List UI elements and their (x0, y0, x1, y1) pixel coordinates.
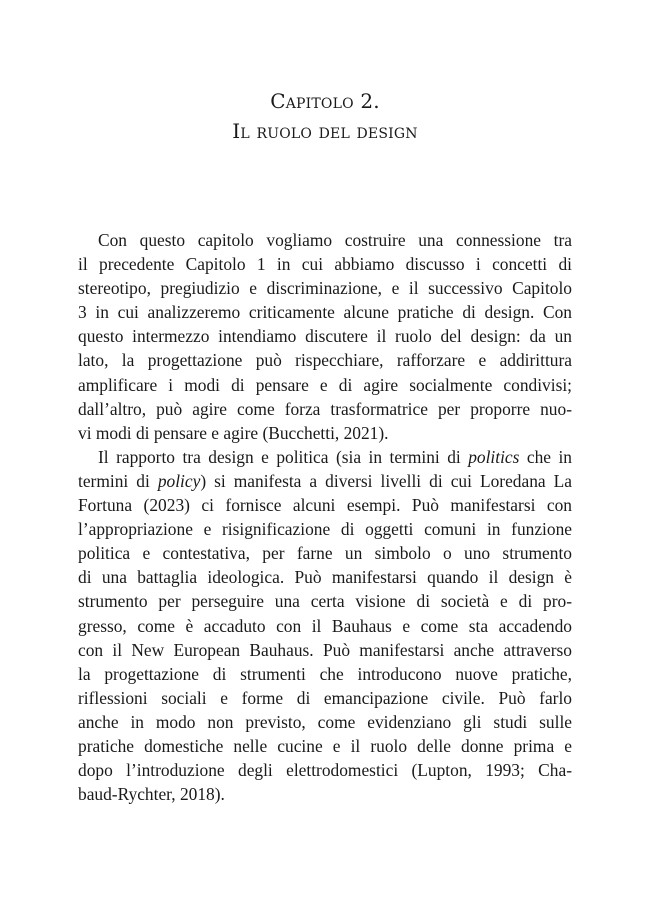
text-line: l’appropriazione e risignificazione di oggetti comuni in funzione (78, 519, 572, 540)
text-line: questo intermezzo intendiamo discutere il ruolo del design: da un (78, 326, 572, 347)
text-run: che in (519, 446, 572, 467)
text-line: stereotipo, pregiudizio e discriminazione, e il successivo Capitolo (78, 278, 572, 299)
text-line: Con questo capitolo vogliamo costruire una connessione tra (98, 230, 572, 250)
text-line: gresso, come è accaduto con il Bauhaus e come sta accadendo (78, 615, 572, 636)
text-line: amplificare i modi di pensare e di agire socialmente condivisi; (78, 374, 572, 395)
text-line: anche in modo non previsto, come evidenziano gli studi sulle (78, 711, 572, 732)
text-line (78, 445, 572, 469)
text-line: Fortuna (2023) ci fornisce alcuni esempi. Può manifestarsi con (78, 495, 572, 516)
paragraph-1 (78, 228, 572, 445)
text-line: dopo l’introduzione degli elettrodomestici (Lupton, 1993; Cha- (78, 760, 572, 781)
text-line: strumento per perseguire una certa visione di società e di pro- (78, 591, 572, 612)
chapter-number: Capitolo 2. (270, 89, 380, 113)
text-line: il precedente Capitolo 1 in cui abbiamo discusso i concetti di (78, 254, 572, 275)
text-run: ) si manifesta a diversi livelli di cui Loredana La (200, 470, 573, 491)
text-line: di una battaglia ideologica. Può manifestarsi quando il design è (78, 567, 572, 588)
text-line: lato, la progettazione può rispecchiare, rafforzare e addirittura (78, 350, 572, 371)
text-line: dall’altro, può agire come forza trasformatrice per proporre nuo- (78, 398, 572, 419)
text-line: con il New European Bauhaus. Può manifestarsi anche attraverso (78, 639, 572, 660)
text-run: termini di (78, 470, 158, 491)
text-line: vi modi di pensare e agire (Bucchetti, 2021). (78, 422, 389, 443)
text-line: 3 in cui analizzeremo criticamente alcune pratiche di design. Con (78, 302, 572, 323)
italic-term: politics (468, 446, 520, 467)
text-line: politica e contestativa, per farne un simbolo o uno strumento (78, 543, 572, 564)
text-run: Il rapporto tra design e politica (sia in termini di (98, 446, 469, 467)
text-line: riflessioni sociali e forme di emancipazione civile. Può farlo (78, 687, 572, 708)
text-line: baud-Rychter, 2018). (78, 784, 225, 805)
text-line (78, 469, 572, 493)
chapter-heading (0, 86, 650, 146)
chapter-title: Il ruolo del design (232, 119, 418, 143)
text-line: la progettazione di strumenti che introducono nuove pratiche, (78, 663, 572, 684)
body-text (78, 228, 572, 806)
italic-term: policy (157, 470, 201, 491)
text-line: pratiche domestiche nelle cucine e il ruolo delle donne prima e (78, 735, 572, 756)
paragraph-2 (78, 445, 572, 806)
